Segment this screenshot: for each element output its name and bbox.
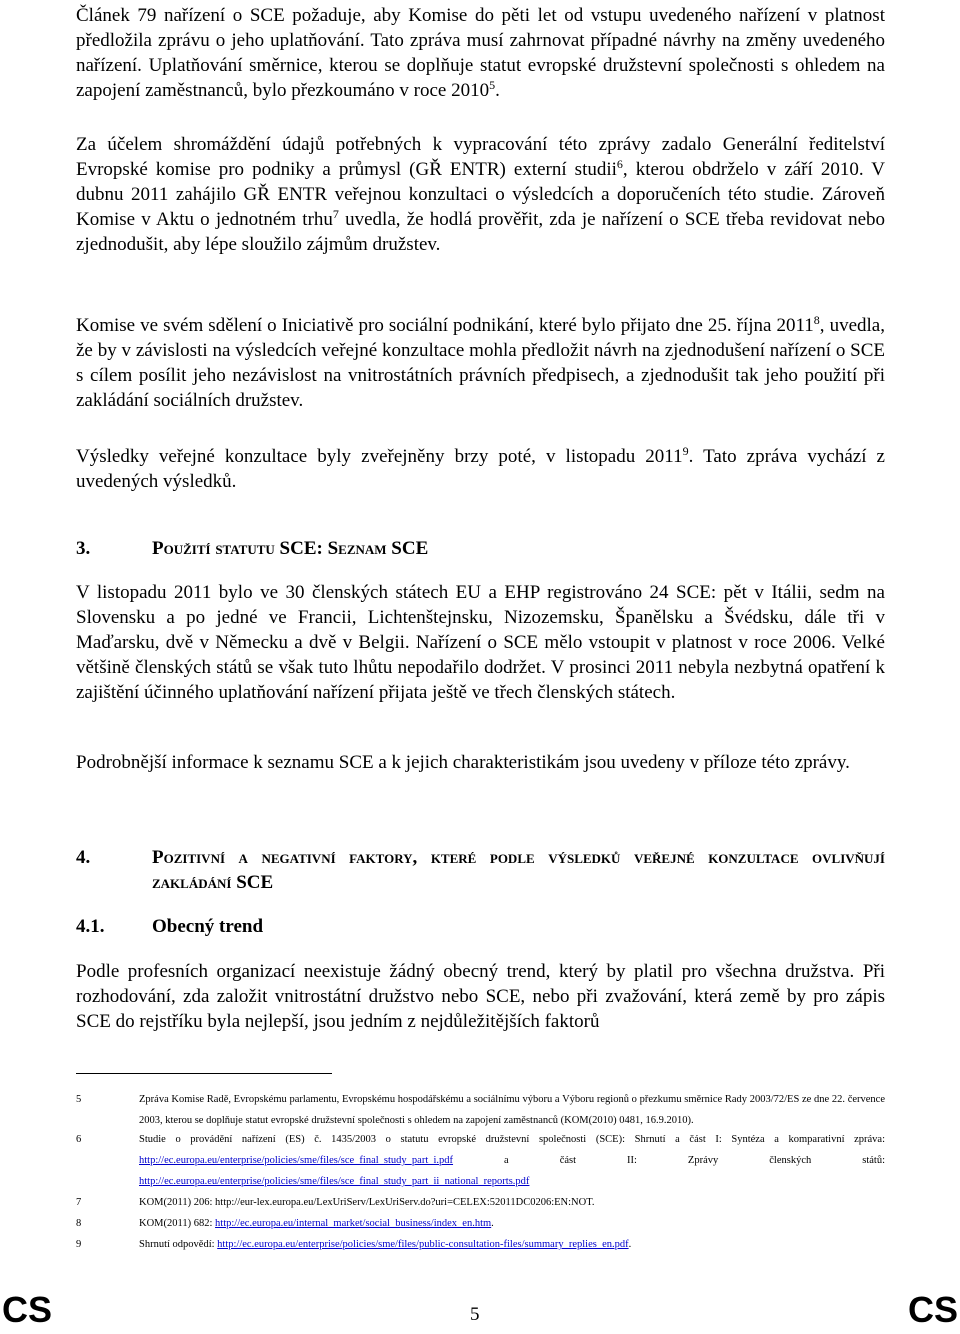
footnote-6 bbox=[76, 1129, 885, 1192]
footer-language-code-left: CS bbox=[2, 1289, 53, 1330]
paragraph-text: Výsledky veřejné konzultace byly zveřejněny brzy poté, v listopadu 2011 bbox=[76, 446, 683, 467]
footnote-ref-7[interactable]: 7 bbox=[332, 207, 339, 221]
section-number: 3. bbox=[76, 538, 91, 559]
footnote-text: KOM(2011) 206: http://eur-lex.europa.eu/LexUriServ/LexUriServ.do?uri=CELEX:52011DC0206:EN:NOT. bbox=[139, 1197, 595, 1208]
page-number: 5 bbox=[470, 1304, 480, 1325]
section-number: 4. bbox=[76, 847, 91, 868]
section-title: Pozitivní a negativní faktory, které podle výsledků veřejné konzultace ovlivňují zakládání SCE bbox=[152, 847, 885, 893]
footnote-link[interactable]: http://ec.europa.eu/internal_market/social_business/index_en.htm bbox=[215, 1218, 492, 1229]
footnote-ref-9[interactable]: 9 bbox=[682, 444, 689, 458]
paragraph-text: Za účelem shromáždění údajů potřebných k vypracování této zprávy zadalo Generální ředitelství Evropské komise pro podniky a průmysl (GŘ ENTR) externí studii bbox=[76, 134, 885, 180]
paragraph-social-business: Komise ve svém sdělení o Iniciativě pro sociální podnikání, které bylo přijato dne 25. října 2011$^8$, uvedla, že by v závislosti na výsledcích veřejné konzultace mohla předložit návrh na zjednodušení nařízení o SCE s cílem posílit jeho nezávislost na vnitrostátních právních předpisech, a zjednodušit tak jeho použití při zakládání sociálních družstev. bbox=[76, 313, 885, 411]
footnote-link[interactable]: http://ec.europa.eu/enterprise/policies/sme/files/public-consultation-files/summary_replies_en.pdf bbox=[217, 1239, 629, 1250]
footnote-text: Studie o provádění nařízení (ES) č. 1435/2003 o statutu evropské družstevní společnosti (SCE): Shrnutí a část I: Syntéza a komparativní zpráva: http://ec.europa.eu/enterprise/policies/sme/files/sce_final_study_part_i.pdf a část II: Zprávy členských států: http://ec.europa.eu/enterprise/policies/sme/files/sce_final_study_part_ii_national_reports.pdf bbox=[139, 1134, 885, 1187]
footnote-ref-5[interactable]: 5 bbox=[489, 78, 496, 92]
footnote-ref-8[interactable]: 8 bbox=[813, 313, 820, 327]
footer-language-code-right: CS bbox=[907, 1289, 958, 1330]
footnote-number: 5 bbox=[76, 1094, 82, 1105]
footnote-number: 8 bbox=[76, 1218, 82, 1229]
section-number: 4.1. bbox=[76, 916, 105, 937]
paragraph-text: Komise ve svém sdělení o Iniciativě pro sociální podnikání, které bylo přijato dne 25. října 2011 bbox=[76, 315, 814, 336]
section-title: Použití statutu SCE: Seznam SCE bbox=[152, 538, 429, 559]
footnote-ref-6[interactable]: 6 bbox=[616, 157, 623, 171]
footnote-number: 7 bbox=[76, 1197, 82, 1208]
footnote-separator bbox=[76, 1073, 332, 1074]
section-heading-4 bbox=[76, 845, 885, 895]
footnote-number: 9 bbox=[76, 1239, 82, 1250]
paragraph-study: Za účelem shromáždění údajů potřebných k vypracování této zprávy zadalo Generální ředitelství Evropské komise pro podniky a průmysl (GŘ ENTR) externí studii$^6$, kterou obdrželo v září 2010. V dubnu 2011 zahájilo GŘ ENTR veřejnou konzultaci o výsledcích a doporučeních této studie. Zároveň Komise v Aktu o jednotném trhu$^7$ uvedla, že hodlá prověřit, zda je nařízení o SCE třeba revidovat nebo zjednodušit, aby lépe sloužilo zájmům družstev. bbox=[76, 134, 885, 255]
paragraph-sce-list: V listopadu 2011 bylo ve 30 členských státech EU a EHP registrováno 24 SCE: pět v Itálii, sedm na Slovensku a po jedné ve Francii, Lichtenštejnsku, Nizozemsku, Španělsku a Švédsku, dále tři v Maďarsku, dvě v Německu a dvě v Belgii. Nařízení o SCE mělo vstoupit v platnost v roce 2006. Velké většině členských států se však tuto lhůtu nepodařilo dodržet. V prosinci 2011 nebyla nezbytná opatření k zajištění účinného uplatňování nařízení přijata ještě ve třech členských státech. bbox=[76, 582, 885, 703]
footnote-text: KOM(2011) 682: http://ec.europa.eu/internal_market/social_business/index_en.htm. bbox=[139, 1218, 494, 1229]
footnote-5 bbox=[76, 1089, 885, 1131]
footnote-text: Shrnutí odpovědí: http://ec.europa.eu/enterprise/policies/sme/files/public-consultation-files/summary_replies_en.pdf. bbox=[139, 1239, 632, 1250]
paragraph-consultation-results: Výsledky veřejné konzultace byly zveřejněny brzy poté, v listopadu 2011$^9$. Tato zpráva vychází z uvedených výsledků. bbox=[76, 444, 885, 492]
footnote-text: Zpráva Komise Radě, Evropskému parlamentu, Evropskému hospodářskému a sociálnímu výboru a Výboru regionů o přezkumu směrnice Rady 2003/72/ES ze dne 22. července 2003, kterou se doplňuje statut evropské družstevní společnosti s ohledem na zapojení zaměstnanců (KOM(2010) 0481, 16.9.2010). bbox=[139, 1094, 885, 1126]
footnote-link[interactable]: http://ec.europa.eu/enterprise/policies/sme/files/sce_final_study_part_i.pdf bbox=[139, 1155, 454, 1166]
paragraph-article-79: Článek 79 nařízení o SCE požaduje, aby Komise do pěti let od vstupu uvedeného nařízení v platnost předložila zprávu o jeho uplatňování. Tato zpráva musí zahrnovat případné návrhy na změny uvedeného nařízení. Uplatňování směrnice, kterou se doplňuje statut evropské družstevní společnosti s ohledem na zapojení zaměstnanců, bylo přezkoumáno v roce 2010$^5$. bbox=[76, 5, 885, 101]
paragraph-general-trend: Podle profesních organizací neexistuje žádný obecný trend, který by platil pro všechna družstva. Při rozhodování, zda založit vnitrostátní družstvo nebo SCE, nebo při zvažování, která země by pro zápis SCE do rejstříku byla nejlepší, jsou jedním z nejdůležitějších faktorů bbox=[76, 961, 885, 1032]
footnote-number: 6 bbox=[76, 1134, 82, 1145]
paragraph-text: Článek 79 nařízení o SCE požaduje, aby Komise do pěti let od vstupu uvedeného nařízení v platnost předložila zprávu o jeho uplatňování. Tato zpráva musí zahrnovat případné návrhy na změny uvedeného nařízení. Uplatňování směrnice, kterou se doplňuje statut evropské družstevní společnosti s ohledem na zapojení zaměstnanců, bylo přezkoumáno v roce 2010 bbox=[76, 5, 885, 101]
paragraph-annex-reference: Podrobnější informace k seznamu SCE a k jejich charakteristikám jsou uvedeny v příloze této zprávy. bbox=[76, 752, 850, 773]
section-title: Obecný trend bbox=[152, 916, 264, 937]
footnote-link[interactable]: http://ec.europa.eu/enterprise/policies/sme/files/sce_final_study_part_ii_national_reports.pdf bbox=[139, 1176, 530, 1187]
